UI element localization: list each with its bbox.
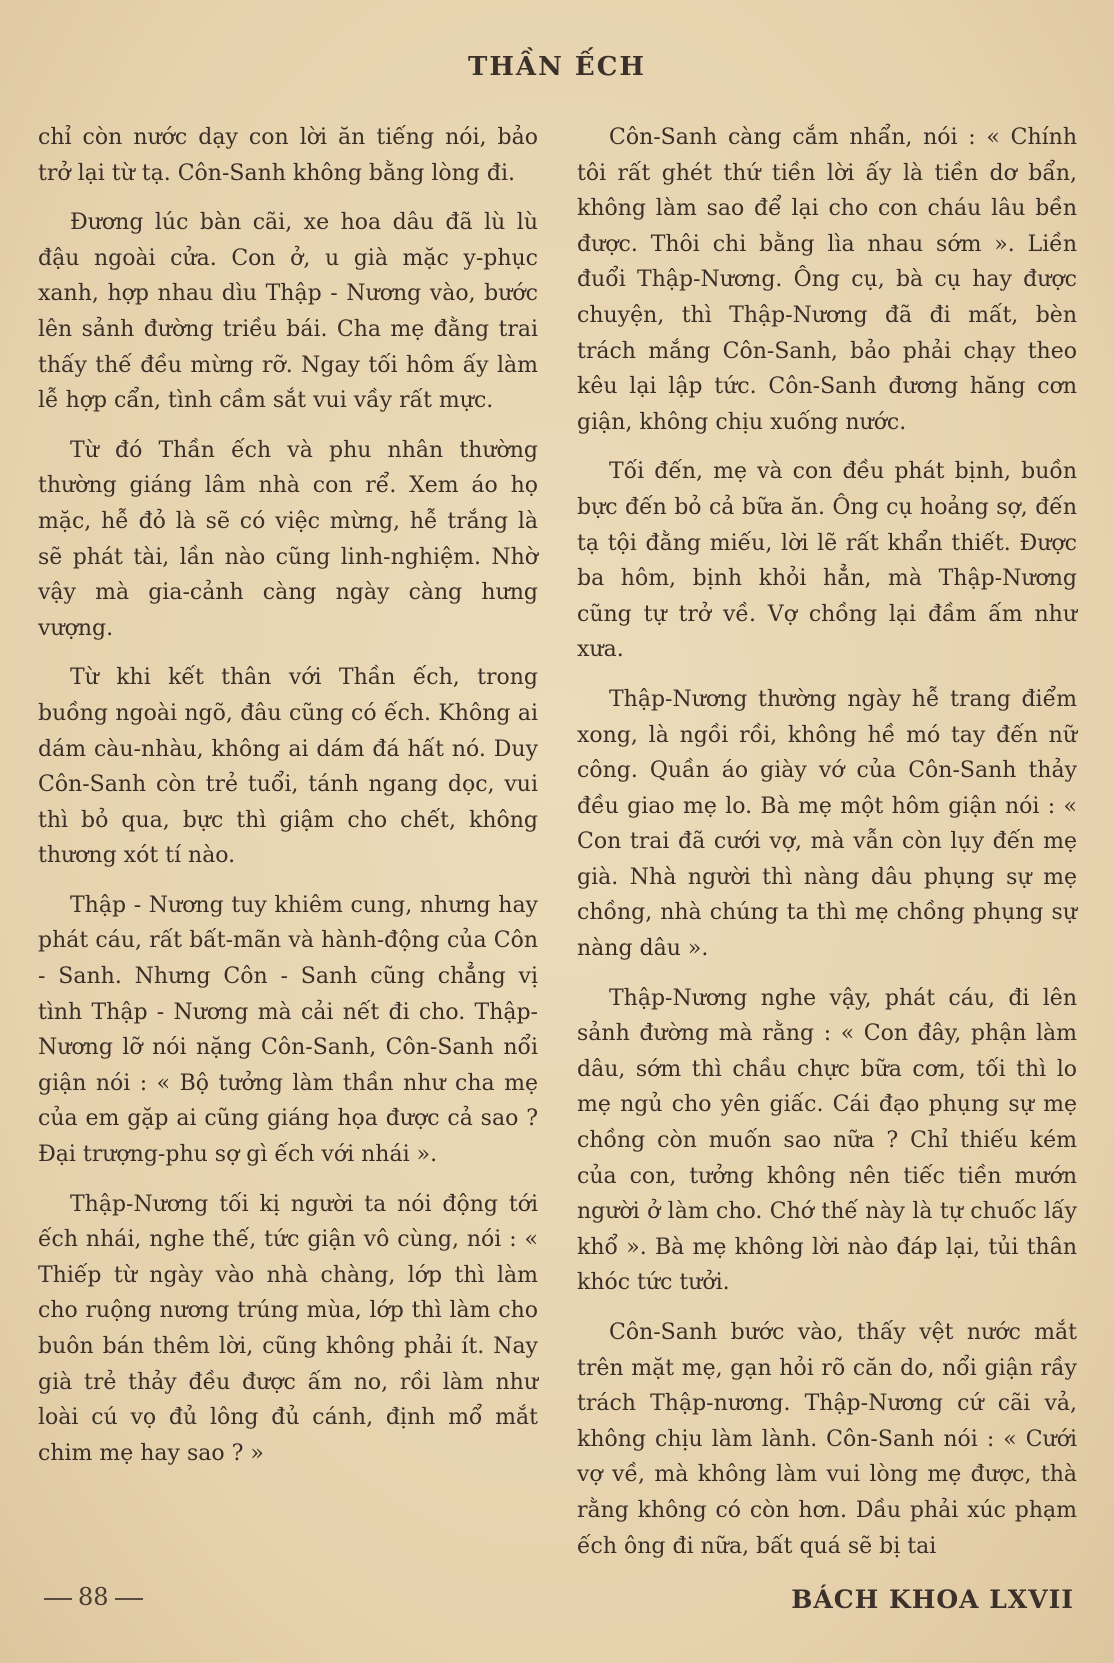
paragraph: Thập-Nương tối kị người ta nói động tới ếch nhái, nghe thế, tức giận vô cùng, nói : « Thiếp từ ngày vào nhà chàng, lớp thì làm cho ruộng nương trúng mùa, lớp thì làm cho buôn bán thêm lời, cũng không phải ít. Nay già trẻ thảy đều được ấm no, rồi làm như loài cú vọ đủ lông đủ cánh, định mổ mắt chim mẹ hay sao ? » (38, 1191, 538, 1466)
right-column (577, 120, 1077, 1578)
paragraph: Từ đó Thần ếch và phu nhân thường thường giáng lâm nhà con rể. Xem áo họ mặc, hễ đỏ là sẽ có việc mừng, hễ trắng là sẽ phát tài, lần nào cũng linh-nghiệm. Nhờ vậy mà gia-cảnh càng ngày càng hưng vượng. (38, 437, 538, 641)
page-number-text: 88 (78, 1583, 109, 1611)
paragraph: Đương lúc bàn cãi, xe hoa dâu đã lù lù đậu ngoài cửa. Con ở, u già mặc y-phục xanh, hợp nhau dìu Thập - Nương vào, bước lên sảnh đường triều bái. Cha mẹ đằng trai thấy thế đều mừng rỡ. Ngay tối hôm ấy làm lễ hợp cẩn, tình cầm sắt vui vầy rất mực. (38, 210, 538, 414)
page-header-title: THẦN ẾCH (468, 52, 646, 82)
paragraph: Côn-Sanh bước vào, thấy vệt nước mắt trên mặt mẹ, gạn hỏi rõ căn do, nổi giận rầy trách Thập-nương. Thập-Nương cứ cãi vả, không chịu làm lành. Côn-Sanh nói : « Cưới vợ về, mà không làm vui lòng mẹ được, thà rằng không có còn hơn. Dầu phải xúc phạm ếch ông đi nữa, bất quá sẽ bị tai (577, 1320, 1077, 1559)
paragraph: Thập-Nương nghe vậy, phát cáu, đi lên sảnh đường mà rằng : « Con đây, phận làm dâu, sớm thì chầu chực bữa cơm, tối thì lo mẹ ngủ cho yên giấc. Cái đạo phụng sự mẹ chồng còn muốn sao nữa ? Chỉ thiếu kém của con, tưởng không nên tiếc tiền mướn người ở làm cho. Chớ thế này là tự chuốc lấy khổ ». Bà mẹ không lời nào đáp lại, tủi thân khóc tức tưởi. (577, 985, 1077, 1296)
paragraph: Từ khi kết thân với Thần ếch, trong buồng ngoài ngõ, đâu cũng có ếch. Không ai dám càu-nhàu, không ai dám đá hất nó. Duy Côn-Sanh còn trẻ tuổi, tánh ngang dọc, vui thì bỏ qua, bực thì giậm cho chết, không thương xót tí nào. (38, 665, 538, 869)
paragraph: Tối đến, mẹ và con đều phát bịnh, buồn bực đến bỏ cả bữa ăn. Ông cụ hoảng sợ, đến tạ tội đằng miếu, lời lẽ rất khẩn thiết. Được ba hôm, bịnh khỏi hẳn, mà Thập-Nương cũng tự trở về. Vợ chồng lại đầm ấm như xưa. (577, 459, 1077, 663)
left-column (38, 120, 538, 1485)
paragraph: Thập-Nương thường ngày hễ trang điểm xong, là ngồi rồi, không hề mó tay đến nữ công. Quần áo giày vớ của Côn-Sanh thảy đều giao mẹ lo. Bà mẹ một hôm giận nói : « Con trai đã cưới vợ, mà vẫn còn lụy đến mẹ già. Nhà người thì nàng dâu phụng sự mẹ chồng, nhà chúng ta thì mẹ chồng phụng sự nàng dâu ». (577, 686, 1077, 962)
paragraph: chỉ còn nước dạy con lời ăn tiếng nói, bảo trở lại từ tạ. Côn-Sanh không bằng lòng đi. (38, 125, 538, 186)
page-number (38, 1583, 149, 1611)
decorative-dash (44, 1598, 72, 1600)
paragraph: Thập - Nương tuy khiêm cung, nhưng hay phát cáu, rất bất-mãn và hành-động của Côn - Sanh. Nhưng Côn - Sanh cũng chẳng vị tình Thập - Nương mà cải nết đi cho. Thập-Nương lỡ nói nặng Côn-Sanh, Côn-Sanh nổi giận nói : « Bộ tưởng làm thần như cha mẹ của em gặp ai cũng giáng họa được cả sao ? Đại trượng-phu sợ gì ếch với nhái ». (38, 892, 538, 1168)
paragraph: Côn-Sanh càng cắm nhẩn, nói : « Chính tôi rất ghét thứ tiền lời ấy là tiền dơ bẩn, không làm sao để lại cho con cháu lâu bền được. Thôi chi bằng lìa nhau sớm ». Liền đuổi Thập-Nương. Ông cụ, bà cụ hay được chuyện, thì Thập-Nương đã đi mất, bèn trách mắng Côn-Sanh, bảo phải chạy theo kêu lại lập tức. Côn-Sanh đương hăng cơn giận, không chịu xuống nước. (577, 125, 1077, 435)
decorative-dash (115, 1598, 143, 1600)
magazine-title: BÁCH KHOA LXVII (791, 1585, 1074, 1614)
